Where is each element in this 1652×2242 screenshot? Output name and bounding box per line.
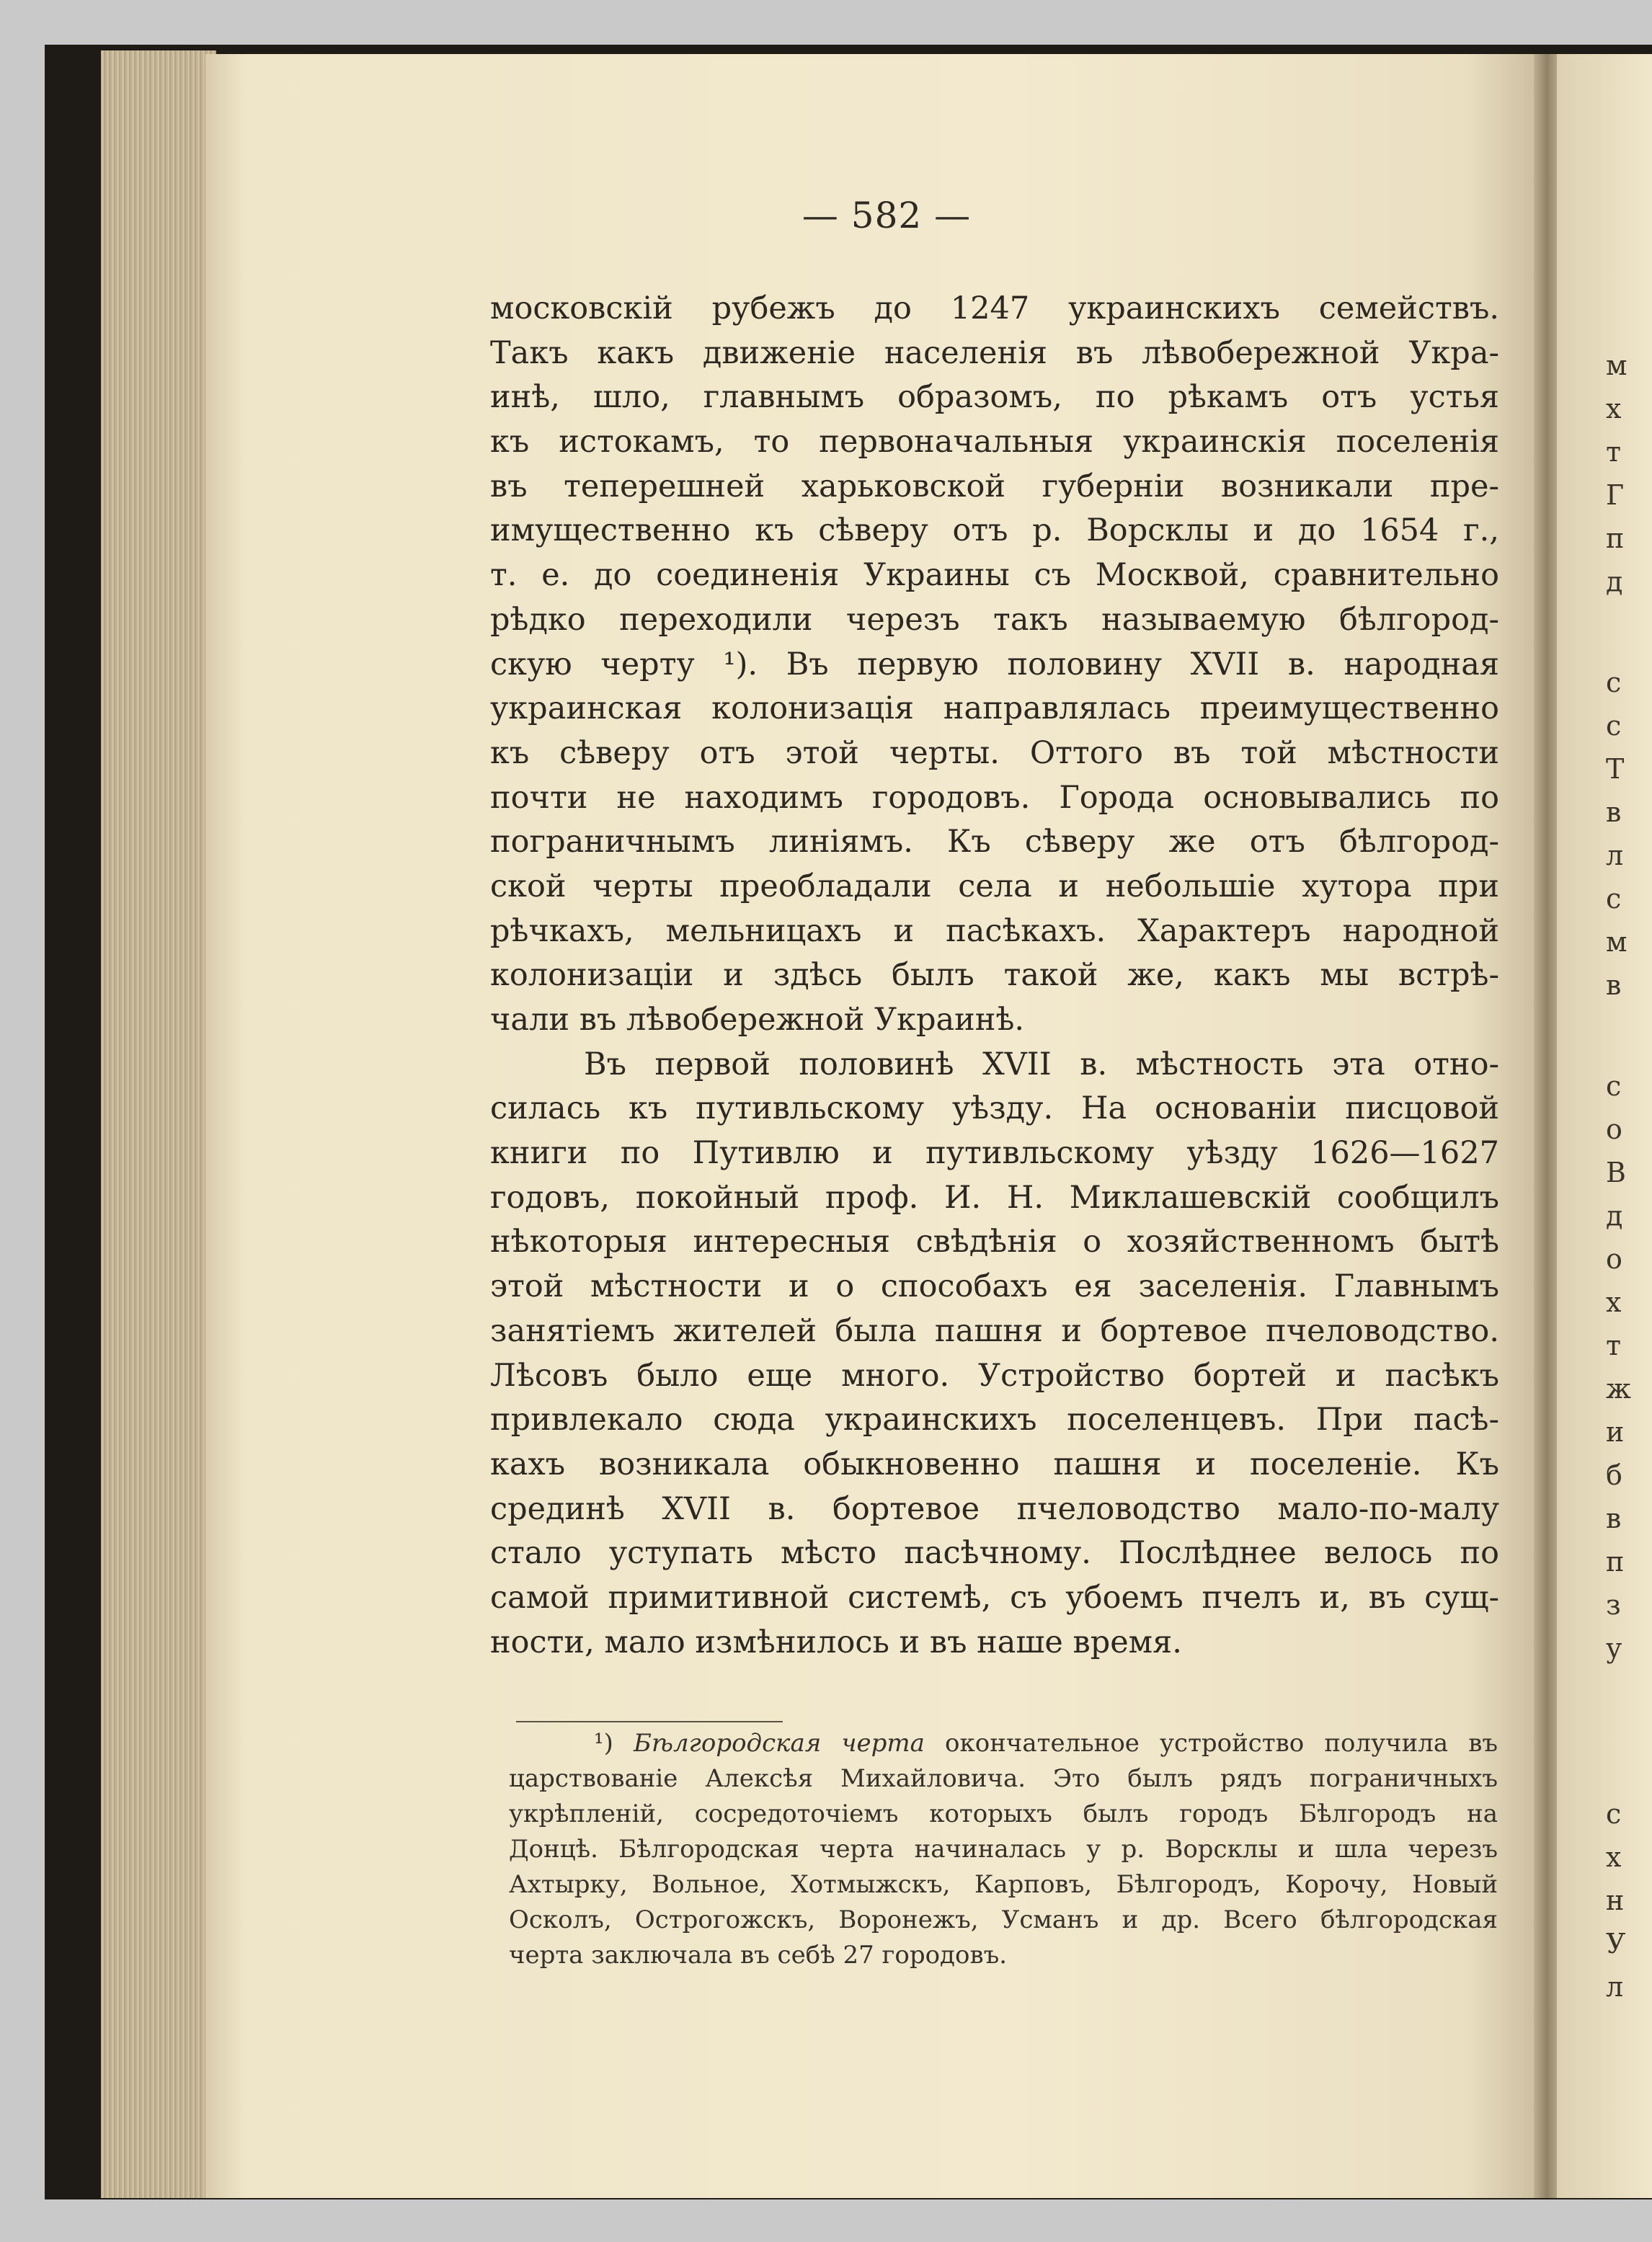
text-line: кахъ возникала обыкновенно пашня и поселеніе. Къ — [490, 1446, 1499, 1482]
text-line: этой мѣстности и о способахъ ея заселенія. Главнымъ — [490, 1268, 1499, 1305]
footnote-line: Осколъ, Острогожскъ, Воронежъ, Усманъ и др. Всего бѣлгородская — [509, 1905, 1498, 1934]
facing-page-fragment: В — [1606, 1157, 1626, 1188]
text-line: къ истокамъ, то первоначальныя украинскія поселенія — [490, 424, 1499, 461]
facing-page-fragment: т — [1606, 1330, 1622, 1361]
facing-page-fragment: в — [1606, 796, 1622, 828]
facing-page — [1557, 54, 1652, 2198]
facing-page-fragment: с — [1606, 667, 1622, 698]
text-line: московскій рубежъ до 1247 украинскихъ семействъ. — [490, 290, 1499, 326]
footnote-line: черта заключала въ себѣ 27 городовъ. — [509, 1941, 1008, 1970]
text-line: къ сѣверу отъ этой черты. Оттого въ той мѣстности — [490, 734, 1499, 771]
text-line: почти не находимъ городовъ. Города основывались по — [490, 779, 1499, 816]
text-line: привлекало сюда украинскихъ поселенцевъ. При пасѣ- — [490, 1402, 1499, 1438]
facing-page-fragment: л — [1606, 840, 1624, 871]
facing-page-fragment: с — [1606, 1798, 1622, 1830]
facing-page-fragment: х — [1606, 1286, 1622, 1318]
facing-page-fragment: д — [1606, 566, 1623, 597]
text-line: книги по Путивлю и путивльскому уѣзду 1626—1627 — [490, 1135, 1499, 1172]
facing-page-fragment: д — [1606, 1200, 1623, 1232]
facing-page-fragment: м — [1606, 350, 1627, 381]
text-line: скую черту ¹). Въ первую половину XVII в. народная — [490, 646, 1499, 682]
footnote-text: окончательное устройство получила въ — [945, 1729, 1498, 1758]
facing-page-fragment: п — [1606, 522, 1625, 554]
facing-page-fragment: о — [1606, 1243, 1622, 1275]
facing-page-fragment: о — [1606, 1113, 1622, 1145]
facing-page-fragment: л — [1606, 1971, 1624, 2003]
text-line: имущественно къ сѣверу отъ р. Ворсклы и до 1654 г., — [490, 512, 1499, 549]
text-line: т. е. до соединенія Украины съ Москвой, сравнительно — [490, 557, 1499, 594]
footnote-line: Ахтырку, Вольное, Хотмыжскъ, Карповъ, Бѣлгородъ, Корочу, Новый — [509, 1870, 1498, 1899]
footnote-line: Донцѣ. Бѣлгородская черта начиналась у р. Ворсклы и шла черезъ — [509, 1835, 1498, 1864]
text-line: занятіемъ жителей была пашня и бортевое пчеловодство. — [490, 1312, 1499, 1349]
text-line: рѣдко переходили черезъ такъ называемую бѣлгород- — [490, 601, 1499, 638]
facing-page-fragment: н — [1606, 1885, 1625, 1916]
page-edges-left — [101, 50, 216, 2198]
text-line: чали въ лѣвобережной Украинѣ. — [490, 1002, 1025, 1038]
text-line: самой примитивной системѣ, съ убоемъ пчелъ и, въ сущ- — [490, 1579, 1499, 1616]
facing-page-fragment: п — [1606, 1546, 1625, 1578]
text-line: силась къ путивльскому уѣзду. На основаніи писцовой — [490, 1090, 1499, 1127]
footnote-line: укрѣпленій, сосредоточіемъ которыхъ былъ городъ Бѣлгородъ на — [509, 1800, 1498, 1828]
text-line: ности, мало измѣнилось и въ наше время. — [490, 1624, 1182, 1660]
text-line: рѣчкахъ, мельницахъ и пасѣкахъ. Характеръ народной — [490, 912, 1499, 949]
facing-page-fragment: У — [1606, 1928, 1626, 1959]
facing-page-fragment: и — [1606, 1416, 1625, 1448]
footnote-line — [509, 1726, 1498, 1761]
text-line: колонизаціи и здѣсь былъ такой же, какъ мы встрѣ- — [490, 957, 1499, 994]
facing-page-fragment: з — [1606, 1589, 1621, 1621]
footnote-line: царствованіе Алексѣя Михайловича. Это былъ рядъ пограничныхъ — [509, 1764, 1498, 1793]
text-line: ской черты преобладали села и небольшіе хутора при — [490, 868, 1499, 904]
facing-page-fragment: б — [1606, 1459, 1622, 1491]
footnote — [509, 1726, 1498, 1973]
text-line: срединѣ XVII в. бортевое пчеловодство мало-по-малу — [490, 1490, 1499, 1527]
text-line: пограничнымъ линіямъ. Къ сѣверу же отъ бѣлгород- — [490, 824, 1499, 860]
footnote-marker: ¹) — [594, 1729, 613, 1758]
text-line: въ теперешней харьковской губерніи возникали пре- — [490, 468, 1499, 504]
text-line: стало уступать мѣсто пасѣчному. Послѣднее велось по — [490, 1535, 1499, 1572]
text-line: нѣкоторыя интересныя свѣдѣнія о хозяйственномъ бытѣ — [490, 1224, 1499, 1260]
text-line: Лѣсовъ было еще много. Устройство бортей и пасѣкъ — [490, 1357, 1499, 1394]
facing-page-fragment: у — [1606, 1632, 1622, 1664]
footnote-divider — [516, 1721, 783, 1722]
facing-page-fragment: т — [1606, 436, 1622, 468]
facing-page-fragment: Т — [1606, 753, 1625, 785]
main-text — [490, 287, 1499, 1665]
text-line: инѣ, шло, главнымъ образомъ, по рѣкамъ отъ устья — [490, 379, 1499, 416]
facing-page-fragment: с — [1606, 710, 1622, 742]
footnote-term: Бѣлгородская черта — [634, 1729, 925, 1758]
facing-page-fragment: Г — [1606, 479, 1625, 511]
facing-page-fragment: м — [1606, 926, 1627, 958]
facing-page-fragment: ж — [1606, 1373, 1631, 1405]
facing-page-fragment: в — [1606, 969, 1622, 1001]
text-line: Такъ какъ движеніе населенія въ лѣвобережной Укра- — [490, 334, 1499, 371]
text-line: годовъ, покойный проф. И. Н. Миклашевскій сообщилъ — [490, 1179, 1499, 1216]
page-number: — 582 — — [801, 195, 972, 236]
facing-page-fragment: х — [1606, 393, 1622, 424]
text-line: Въ первой половинѣ XVII в. мѣстность эта отно- — [584, 1046, 1499, 1082]
facing-page-fragment: с — [1606, 883, 1622, 915]
facing-page-fragment: в — [1606, 1503, 1622, 1534]
facing-page-fragment: х — [1606, 1841, 1622, 1873]
facing-page-fragment: с — [1606, 1070, 1622, 1102]
text-line: украинская колонизація направлялась преимущественно — [490, 690, 1499, 727]
